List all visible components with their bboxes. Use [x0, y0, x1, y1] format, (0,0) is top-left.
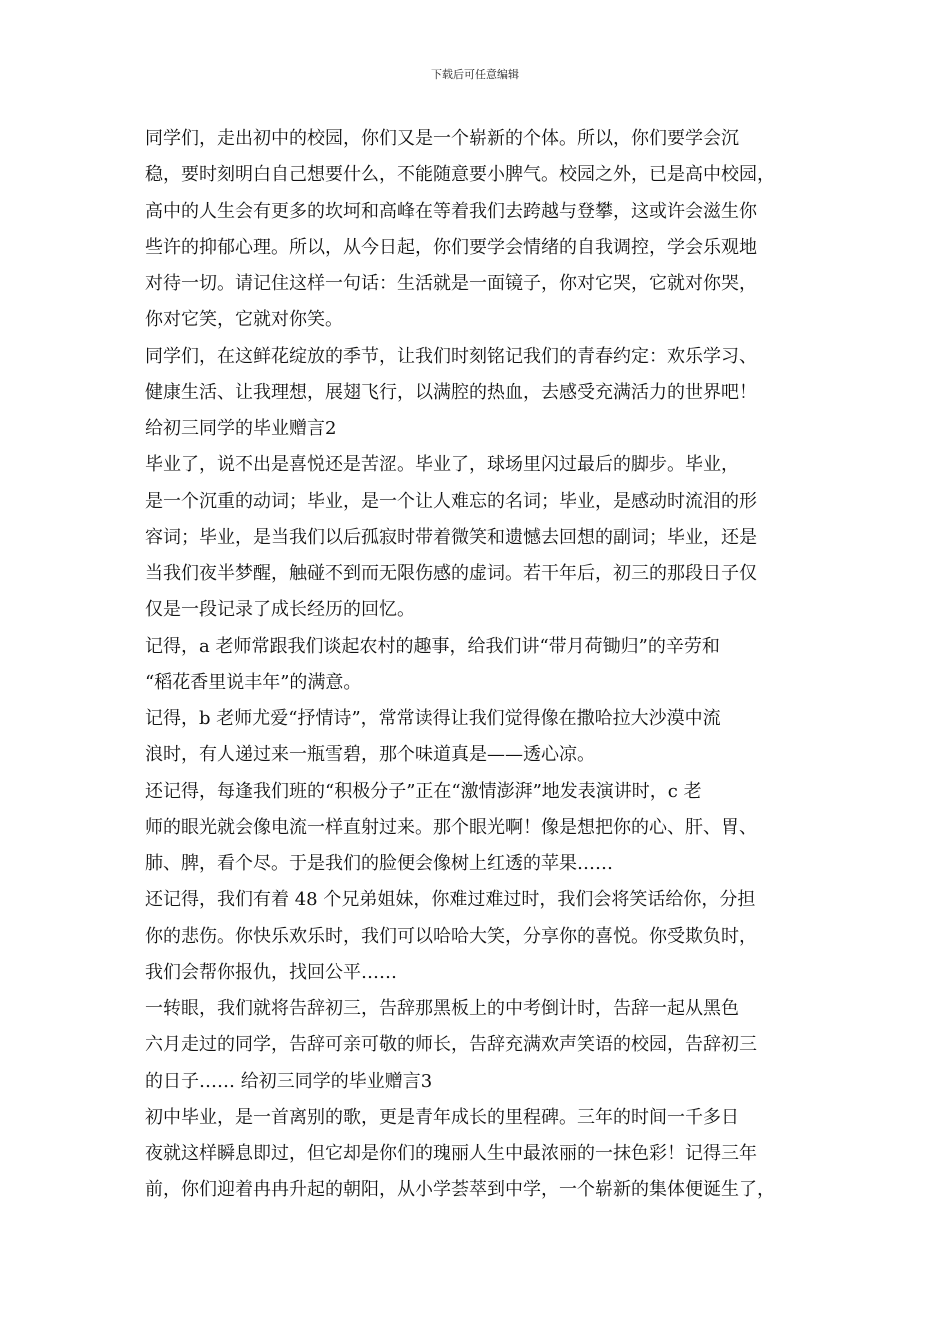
paragraph: 记得，a 老师常跟我们谈起农村的趣事，给我们讲“带月荷锄归”的辛劳和 “稻花香里说丰年”的满意。 — [145, 635, 720, 693]
paragraph: 毕业了，说不出是喜悦还是苦涩。毕业了，球场里闪过最后的脚步。毕业， 是一个沉重的动词；毕业，是一个让人难忘的名词；毕业，是感动时流泪的形 容词；毕业，是当我们以后孤寂时带着微笑和遗憾去回想的副词；毕业，还是 当我们夜半梦醒，触碰不到而无限伤感的虚词。若干年后，初三的那段日子仅 仅是一段记录了成长经历的回忆。 — [145, 454, 757, 621]
paragraph: 同学们，在这鲜花绽放的季节，让我们时刻铭记我们的青春约定：欢乐学习、 健康生活、让我理想，展翅飞行，以满腔的热血，去感受充满活力的世界吧！ — [145, 345, 757, 403]
paragraph: 一转眼，我们就将告辞初三，告辞那黑板上的中考倒计时，告辞一起从黑色 六月走过的同学，告辞可亲可敬的师长，告辞充满欢声笑语的校园，告辞初三 的日子…… 给初三同学的毕业赠言3 — [145, 998, 757, 1092]
paragraph: 同学们，走出初中的校园，你们又是一个崭新的个体。所以，你们要学会沉 稳，要时刻明白自己想要什么，不能随意要小脾气。校园之外，已是高中校园， 高中的人生会有更多的坎坷和高峰在等着我们去跨越与登攀，这或许会滋生你 些许的抑郁心理。所以，从今日起，你们要学会情绪的自我调控，学会乐观地 对待一切。请记住这样一句话：生活就是一面镜子，你对它哭，它就对你哭， 你对它笑，它就对你笑。 — [145, 128, 775, 331]
paragraph: 还记得，我们有着 48 个兄弟姐妹，你难过难过时，我们会将笑话给你，分担 你的悲伤。你快乐欢乐时，我们可以哈哈大笑，分享你的喜悦。你受欺负时， 我们会帮你报仇，找回公平…… — [145, 889, 757, 983]
paragraph: 初中毕业，是一首离别的歌，更是青年成长的里程碑。三年的时间一千多日 夜就这样瞬息即过，但它却是你们的瑰丽人生中最浓丽的一抹色彩！记得三年 前，你们迎着冉冉升起的朝阳，从小学荟萃到中学，一个崭新的集体便诞生了， — [145, 1106, 775, 1201]
paragraph: 记得，b 老师尤爱“抒情诗”，常常读得让我们觉得像在撒哈拉大沙漠中流 浪时，有人递过来一瓶雪碧，那个味道真是——透心凉。 — [145, 708, 721, 766]
paragraph: 还记得，每逢我们班的“积极分子”正在“激情澎湃”地发表演讲时，c 老 师的眼光就会像电流一样直射过来。那个眼光啊！像是想把你的心、肝、胃、 肺、脾，看个尽。于是我们的脸便会像树上红透的苹果…… — [145, 780, 757, 874]
page-header: 下载后可任意编辑 — [431, 68, 519, 81]
document-body — [145, 121, 825, 1209]
section-heading: 给初三同学的毕业赠言2 — [145, 418, 337, 439]
